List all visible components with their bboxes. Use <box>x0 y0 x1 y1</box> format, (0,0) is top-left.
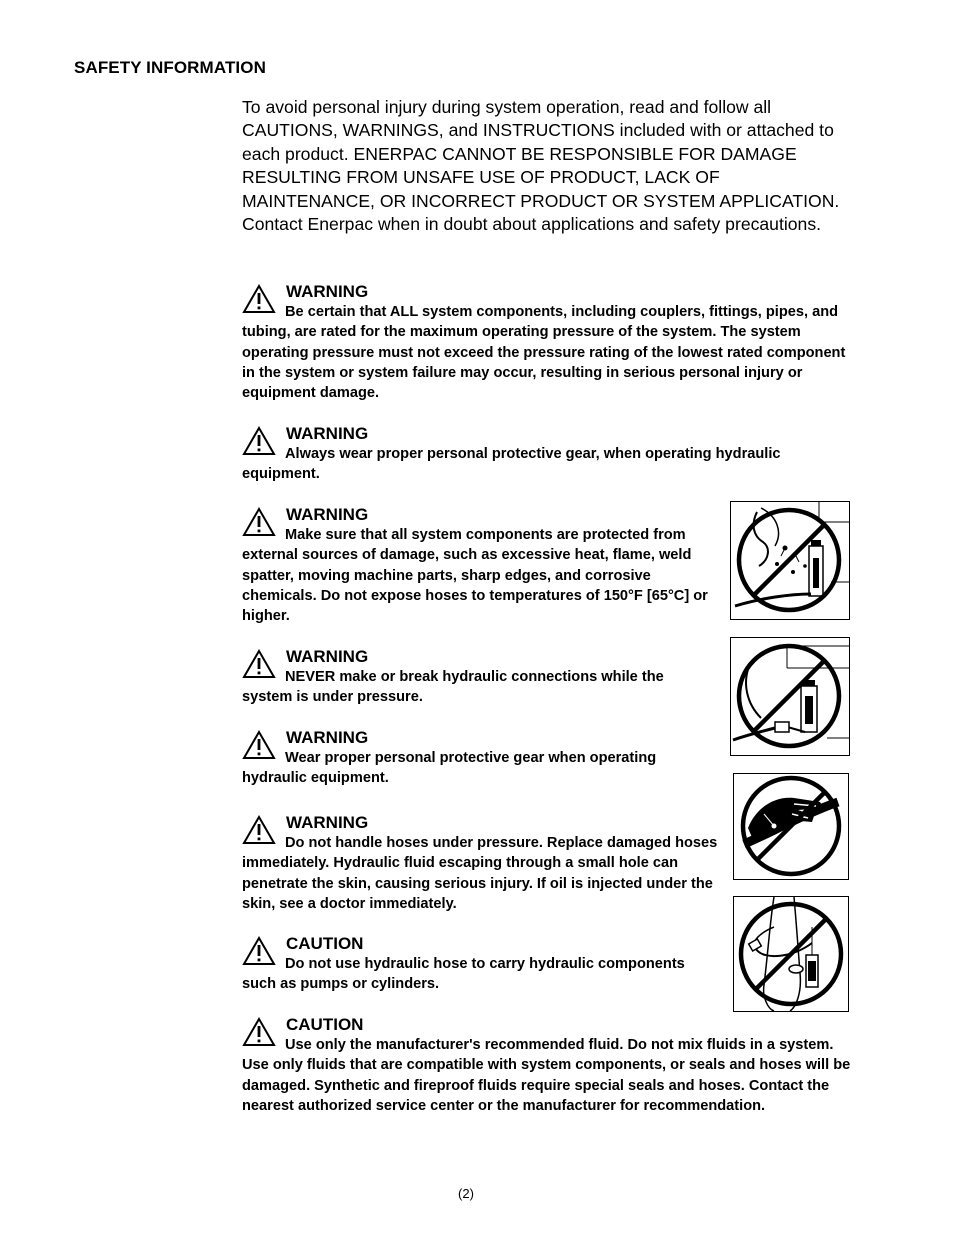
prohibition-circle-icon <box>731 638 849 755</box>
warning-header <box>242 647 712 667</box>
warning-text: Always wear proper personal protective gear, when operating hydraulic equipment. <box>242 446 781 483</box>
warning-triangle-icon <box>242 1016 276 1048</box>
warning-title: WARNING <box>286 505 369 524</box>
prohibition-circle-icon <box>731 502 849 619</box>
warning-title: WARNING <box>286 813 369 832</box>
warning-block-protective-gear-2 <box>242 728 712 789</box>
caution-header <box>242 934 722 954</box>
warning-title: WARNING <box>286 647 369 666</box>
intro-paragraph: To avoid personal injury during system operation, read and follow all CAUTIONS, WARNINGS, and INSTRUCTIONS included with or attached to each product. ENERPAC CANNOT BE RESPONSIBLE FOR DAMAGE RESULTING FROM UNSAFE USE OF PRODUCT, LACK OF MAINTENANCE, OR INCORRECT PRODUCT OR SYSTEM APPLICATION. Contact Enerpac when in doubt about applications and safety precautions. <box>242 97 840 235</box>
warning-block-system-components <box>242 282 847 403</box>
warning-text: NEVER make or break hydraulic connections while the system is under pressure. <box>242 669 664 706</box>
warning-header <box>242 728 712 748</box>
pictogram-heat-hazard <box>730 501 850 620</box>
warning-text: Do not handle hoses under pressure. Replace damaged hoses immediately. Hydraulic fluid escaping through a small hole can penetrate the skin, causing serious injury. If oil is injected under the skin, see a doctor immediately. <box>242 835 718 912</box>
caution-text: Do not use hydraulic hose to carry hydraulic components such as pumps or cylinders. <box>242 956 685 993</box>
warning-title: WARNING <box>286 282 369 301</box>
warning-title: WARNING <box>286 424 369 443</box>
pictogram-carry-by-hose-hazard <box>733 896 849 1012</box>
warning-triangle-icon <box>242 648 276 680</box>
caution-text: Use only the manufacturer's recommended fluid. Do not mix fluids in a system. Use only fluids that are compatible with system components, or seals and hoses will be damaged. Synthetic and fireproof fluids require special seals and hoses. Contact the nearest authorized service center or the manufacturer for recommendation. <box>242 1037 851 1114</box>
caution-header <box>242 1015 856 1035</box>
warning-triangle-icon <box>242 729 276 761</box>
page-number: (2) <box>458 1186 474 1201</box>
pictogram-hand-hose-hazard <box>733 773 849 880</box>
caution-title: CAUTION <box>286 934 364 953</box>
prohibition-circle-icon <box>734 774 848 879</box>
warning-block-external-damage <box>242 505 726 626</box>
warning-title: WARNING <box>286 728 369 747</box>
warning-triangle-icon <box>242 935 276 967</box>
warning-header <box>242 282 847 302</box>
warning-header <box>242 505 726 525</box>
prohibition-circle-icon <box>734 897 848 1011</box>
warning-block-protective-gear <box>242 424 842 485</box>
caution-block-recommended-fluid <box>242 1015 856 1116</box>
page-heading: SAFETY INFORMATION <box>74 58 266 77</box>
caution-title: CAUTION <box>286 1015 364 1034</box>
warning-triangle-icon <box>242 283 276 315</box>
warning-text: Make sure that all system components are protected from external sources of damage, such as excessive heat, flame, weld spatter, moving machine parts, sharp edges, and corrosive chemicals. Do not expose hoses to temperatures of 150°F [65°C] or higher. <box>242 527 708 625</box>
warning-triangle-icon <box>242 425 276 457</box>
warning-header <box>242 424 842 444</box>
caution-block-carry-components <box>242 934 722 995</box>
warning-triangle-icon <box>242 814 276 846</box>
pictogram-coupler-hazard <box>730 637 850 756</box>
warning-block-connections-under-pressure <box>242 647 712 708</box>
warning-text: Be certain that ALL system components, including couplers, fittings, pipes, and tubing, are rated for the maximum operating pressure of the system. The system operating pressure must not exceed the pressure rating of the lowest rated component in the system or system failure may occur, resulting in serious personal injury or equipment damage. <box>242 304 846 402</box>
warning-text: Wear proper personal protective gear when operating hydraulic equipment. <box>242 750 657 787</box>
warning-triangle-icon <box>242 506 276 538</box>
warning-header <box>242 813 726 833</box>
warning-block-hoses-under-pressure <box>242 813 726 914</box>
